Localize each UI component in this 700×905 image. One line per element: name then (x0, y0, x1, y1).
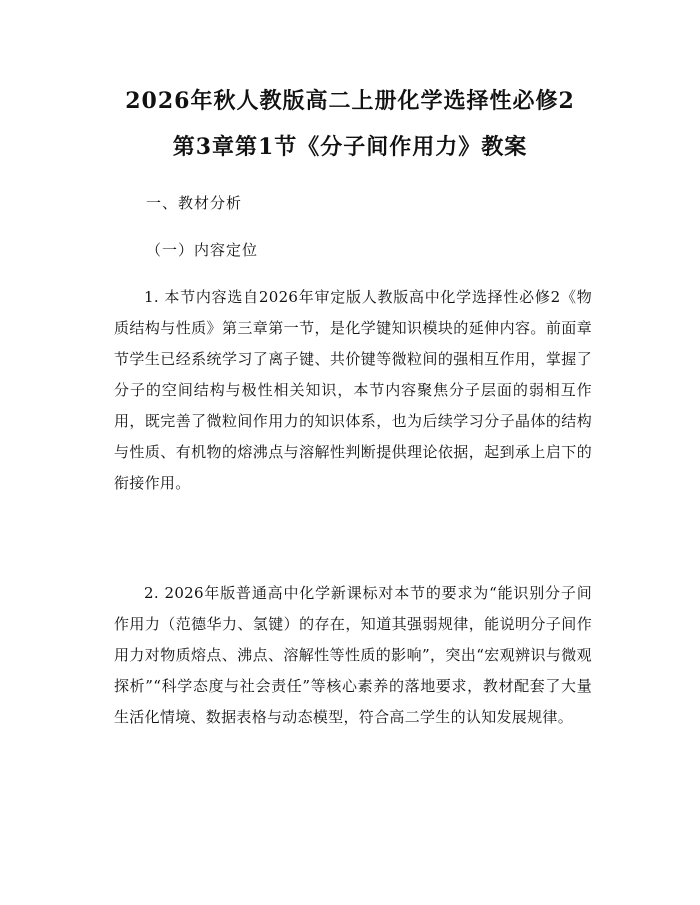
paragraph-1: 1. 本节内容选自2026年审定版人教版高中化学选择性必修2《物质结构与性质》第三章第一节，是化学键知识模块的延伸内容。前面章节学生已经系统学习了离子键、共价键等微粒间的强相互作用，掌握了分子的空间结构与极性相关知识，本节内容聚焦分子层面的弱相互作用，既完善了微粒间作用力的知识体系，也为后续学习分子晶体的结构与性质、有机物的熔沸点与溶解性判断提供理论依据，起到承上启下的衔接作用。 (114, 288, 592, 492)
paragraph-2: 2. 2026年版普通高中化学新课标对本节的要求为“能识别分子间作用力（范德华力、氢键）的存在，知道其强弱规律，能说明分子间作用力对物质熔点、沸点、溶解性等性质的影响”，突出“宏观辨识与微观探析”“科学态度与社会责任”等核心素养的落地要求，教材配套了大量生活化情境、数据表格与动态模型，符合高二学生的认知发展规律。 (114, 584, 592, 726)
section-heading-textbook-analysis: 一、教材分析 (146, 194, 243, 212)
subsection-heading-content-positioning: （一）内容定位 (146, 241, 259, 259)
document-title-line-1: 2026年秋人教版高二上册化学选择性必修2 (125, 88, 575, 114)
document-title-line-2: 第3章第1节《分子间作用力》教案 (172, 134, 528, 160)
